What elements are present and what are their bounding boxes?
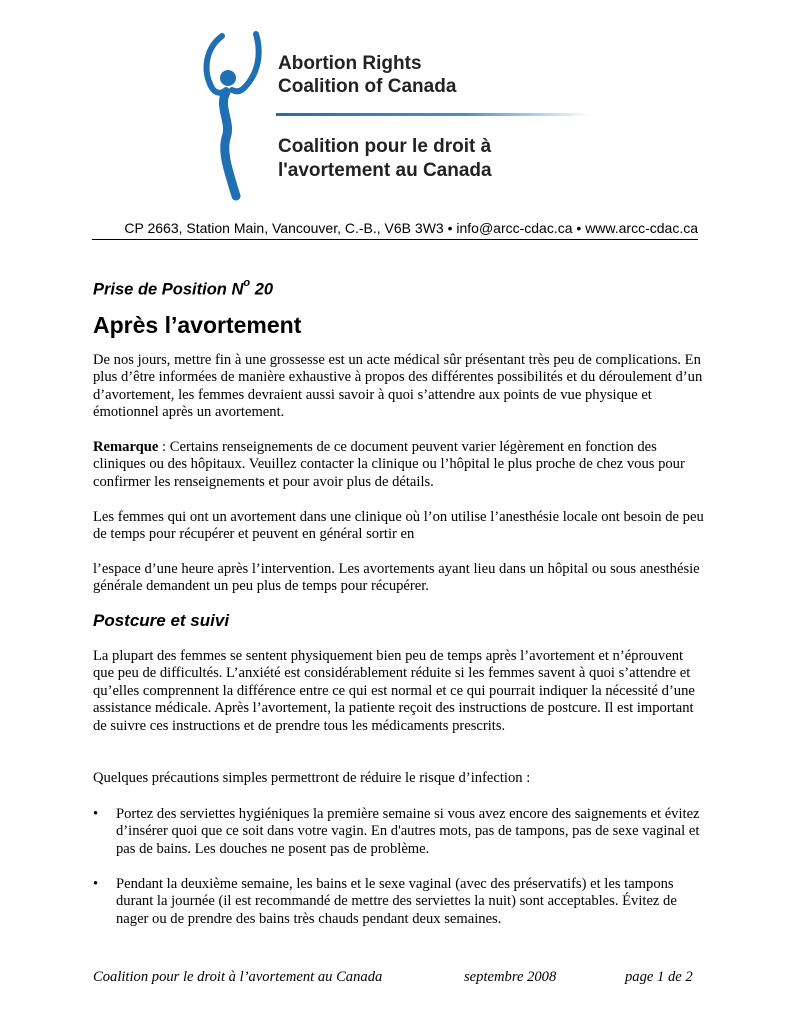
org-name-english [278,52,456,98]
org-name-fr-line2: l'avortement au Canada [278,160,492,181]
postcure-paragraph: La plupart des femmes se sentent physiquement bien peu de temps après l’avortement et n’éprouvent que peu de difficultés. L’anxiété est considérablement réduite si les femmes savent à quoi s’attendre et qu’elles comprennent la différence entre ce qui est normal et ce qui pourrait indiquer la nécessité d’une assistance médicale. Après l’avortement, la patiente reçoit des instructions de postcure. Il est important de suivre ces instructions et de prendre tous les médicaments prescrits. [93,648,695,734]
position-number: 20 [250,280,274,299]
hospital-paragraph: l’espace d’une heure après l’intervention. Les avortements ayant lieu dans un hôpital ou sous anesthésie générale demandent un peu plus de temps pour récupérer. [93,561,700,595]
footer-date: septembre 2008 [464,969,557,985]
remark-label: Remarque [93,439,159,455]
precautions-paragraph: Quelques précautions simples permettront de réduire le risque d’infection : [93,770,531,786]
footer-organization: Coalition pour le droit à l’avortement au Canada [93,969,383,985]
organization-logo [196,30,616,202]
local-anesthesia-paragraph: Les femmes qui ont un avortement dans une clinique où l’on utilise l’anesthésie locale ont besoin de peu de temps pour récupérer et peuvent en général sortir en [93,509,704,543]
list-item-text: Portez des serviettes hygiéniques la première semaine si vous avez encore des saignements et évitez d’insérer quoi que ce soit dans votre vagin. En d'autres mots, pas de tampons, pas de sexe vaginal et pas de bains. Les douches ne posent pas de problème. [116,806,700,857]
header-divider [92,239,698,240]
position-label: Prise de Position N [93,280,244,299]
position-superscript: o [243,277,251,289]
remark-text: : Certains renseignements de ce document peuvent varier légèrement en fonction des cliniques ou des hôpitaux. Veuillez contacter la clinique ou l’hôpital le plus proche de chez vous pour confirmer les renseignements et pour avoir plus de détails. [93,439,685,490]
intro-paragraph: De nos jours, mettre fin à une grossesse est un acte médical sûr présentant très peu de complications. En plus d’être informées de manière exhaustive à propos des différentes possibilités et du déroulement d’un d’avortement, les femmes devraient aussi savoir à quoi s’attendre aux points de vue physique et émotionnel après un avortement. [93,352,703,421]
document-title: Après l’avortement [93,312,302,338]
bullet-icon: • [93,876,99,892]
figure-logo-icon [196,30,276,202]
org-name-en-line2: Coalition of Canada [278,76,457,97]
list-item [93,876,705,928]
position-statement-number [93,274,273,301]
logo-divider [276,113,591,116]
footer-page-number: page 1 de 2 [625,969,693,985]
contact-line: CP 2663, Station Main, Vancouver, C.-B., V6B 3W3 • info@arcc-cdac.ca • www.arcc-cdac.ca [124,220,698,236]
org-name-fr-line1: Coalition pour le droit à [278,136,492,157]
org-name-en-line1: Abortion Rights [278,53,422,74]
list-item-text: Pendant la deuxième semaine, les bains et le sexe vaginal (avec des préservatifs) et les tampons durant la journée (il est recommandé de mettre des serviettes la nuit) sont acceptables. Évitez de nager ou de prendre des bains très chauds pendant deux semaines. [116,876,677,927]
remark-paragraph [93,439,705,491]
section-title-postcure: Postcure et suivi [93,611,230,630]
org-name-french [278,135,492,183]
list-item [93,806,705,858]
bullet-icon: • [93,806,99,822]
